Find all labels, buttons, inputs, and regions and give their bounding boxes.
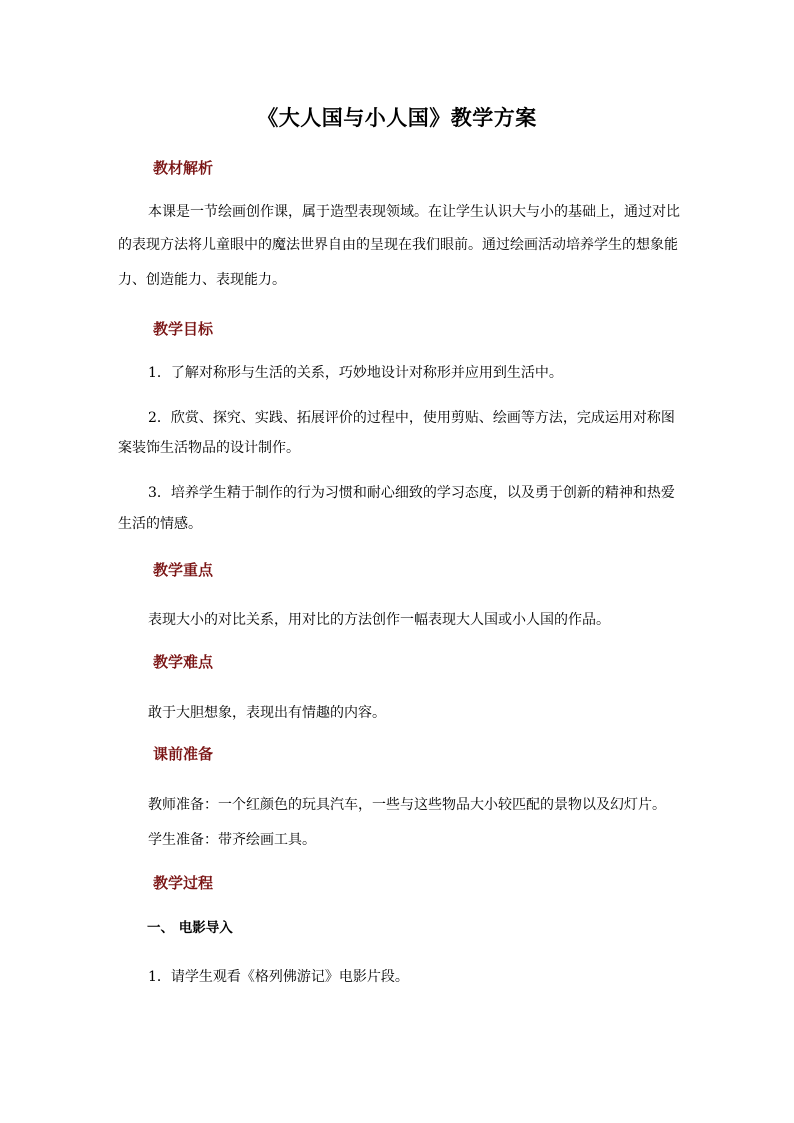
section-heading-key-point: 教学重点 xyxy=(153,561,214,579)
analysis-line-1: 本课是一节绘画创作课，属于造型表现领域。在让学生认识大与小的基础上，通过对比 xyxy=(148,204,680,220)
goal-item-3-line-2: 生活的情感。 xyxy=(118,516,202,532)
goal-item-2-line-2: 案装饰生活物品的设计制作。 xyxy=(118,440,300,456)
section-heading-analysis: 教材解析 xyxy=(153,159,214,177)
process-subheading-1: 一、 电影导入 xyxy=(147,920,233,936)
section-heading-preparation: 课前准备 xyxy=(153,745,214,763)
section-heading-difficulty: 教学难点 xyxy=(153,653,214,671)
difficulty-text: 敢于大胆想象，表现出有情趣的内容。 xyxy=(148,705,386,721)
section-heading-goals: 教学目标 xyxy=(153,320,214,338)
process-step-1: 1．请学生观看《格列佛游记》电影片段。 xyxy=(148,969,409,985)
key-point-text: 表现大小的对比关系，用对比的方法创作一幅表现大人国或小人国的作品。 xyxy=(148,612,610,628)
goal-item-1: 1．了解对称形与生活的关系，巧妙地设计对称形并应用到生活中。 xyxy=(148,365,563,381)
goal-item-3-line-1: 3．培养学生精于制作的行为习惯和耐心细致的学习态度，以及勇于创新的精神和热爱 xyxy=(148,485,675,501)
document-title: 《大人国与小人国》教学方案 xyxy=(257,105,537,130)
analysis-line-2: 的表现方法将儿童眼中的魔法世界自由的呈现在我们眼前。通过绘画活动培养学生的想象能 xyxy=(118,237,678,253)
goal-item-2-line-1: 2．欣赏、探究、实践、拓展评价的过程中，使用剪贴、绘画等方法，完成运用对称图 xyxy=(148,410,675,426)
preparation-teacher: 教师准备：一个红颜色的玩具汽车，一些与这些物品大小较匹配的景物以及幻灯片。 xyxy=(148,797,666,813)
analysis-line-3: 力、创造能力、表现能力。 xyxy=(118,272,286,288)
section-heading-process: 教学过程 xyxy=(153,874,214,892)
preparation-student: 学生准备：带齐绘画工具。 xyxy=(148,832,316,848)
